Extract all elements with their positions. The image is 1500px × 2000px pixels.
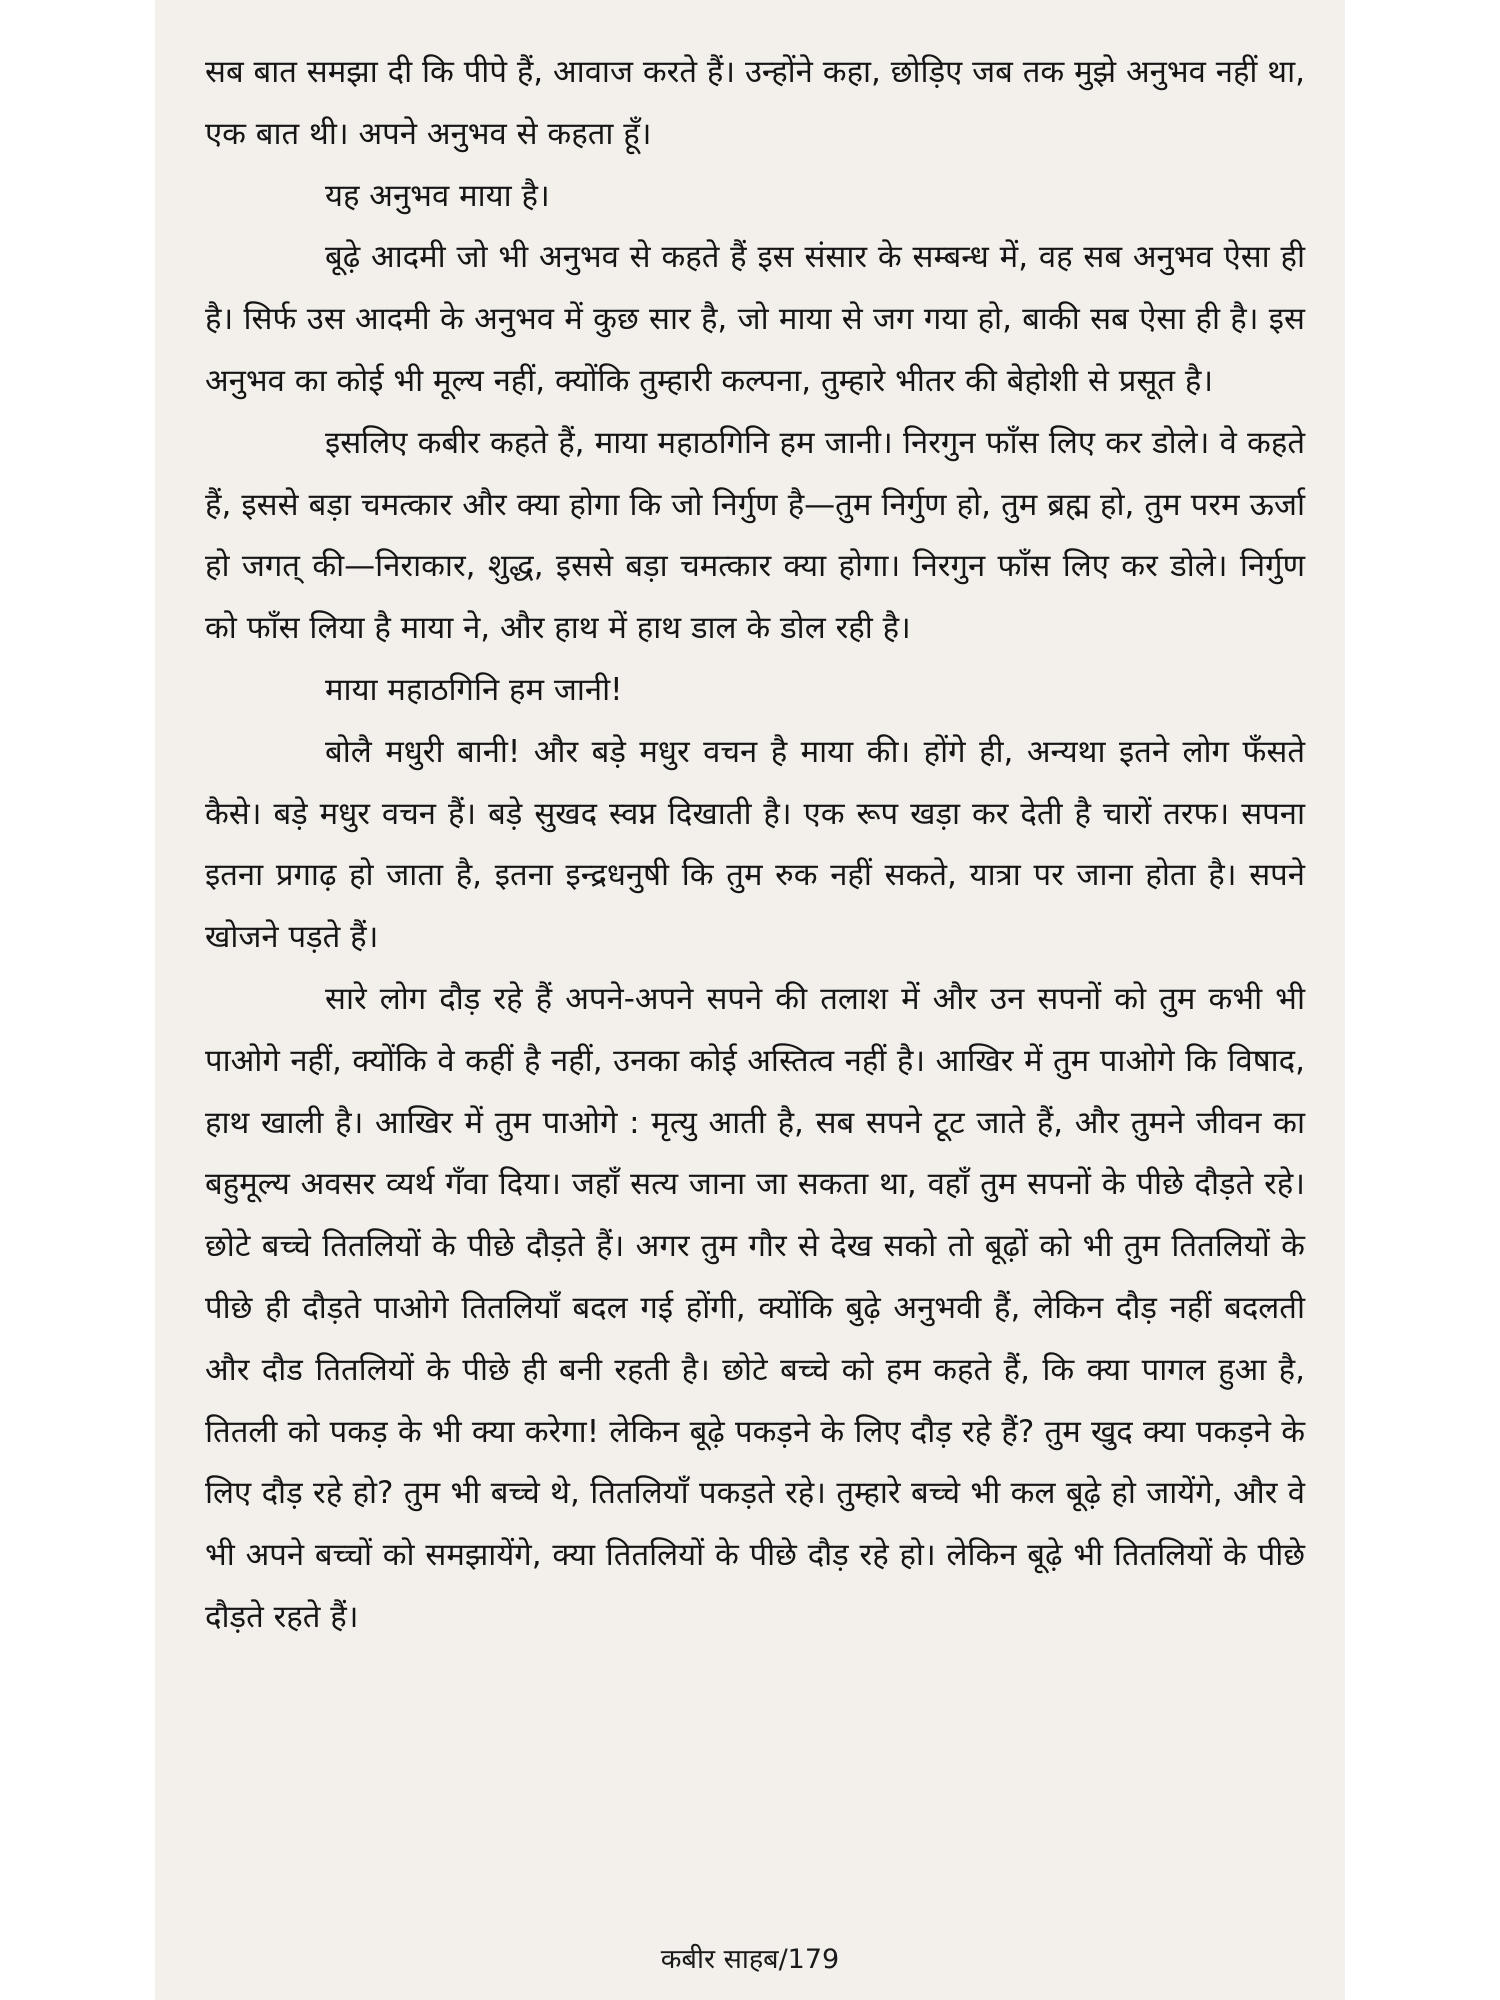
paragraph-chasing-dreams: सारे लोग दौड़ रहे हैं अपने-अपने सपने की तलाश में और उन सपनों को तुम कभी भी पाओगे नहीं, क्योंकि वे कहीं है नहीं, उनका कोई अस्तित्व नहीं है। आखिर में तुम पाओगे कि विषाद, हाथ खाली है। आखिर में तुम पाओगे : मृत्यु आती है, सब सपने टूट जाते हैं, और तुमने जीवन का बहुमूल्य अवसर व्यर्थ गँवा दिया। जहाँ सत्य जाना जा सकता था, वहाँ तुम सपनों के पीछे दौड़ते रहे। छोटे बच्चे तितलियों के पीछे दौड़ते हैं। अगर तुम गौर से देख सको तो बूढ़ों को भी तुम तितलियों के पीछे ही दौड़ते पाओगे तितलियाँ बदल गई होंगी, क्योंकि बुढ़े अनुभवी हैं, लेकिन दौड़ नहीं बदलती और दौड तितलियों के पीछे ही बनी रहती है। छोटे बच्चे को हम कहते हैं, कि क्या पागल हुआ है, तितली को पकड़ के भी क्या करेगा! लेकिन बूढ़े पकड़ने के लिए दौड़ रहे हैं? तुम खुद क्या पकड़ने के लिए दौड़ रहे हो? तुम भी बच्चे थे, तितलियाँ पकड़ते रहे। तुम्हारे बच्चे भी कल बूढ़े हो जायेंगे, और वे भी अपने बच्चों को समझायेंगे, क्या तितलियों के पीछे दौड़ रहे हो। लेकिन बूढ़े भी तितलियों के पीछे दौड़ते रहते हैं। — [205, 980, 1305, 1635]
paragraph-verse-quote: माया महाठगिनि हम जानी! — [325, 671, 623, 708]
paragraph-continuation: सब बात समझा दी कि पीपे हैं, आवाज करते हैं। उन्होंने कहा, छोड़िए जब तक मुझे अनुभव नहीं था, एक बात थी। अपने अनुभव से कहता हूँ। — [205, 54, 1305, 152]
paragraph-kabir-says: इसलिए कबीर कहते हैं, माया महाठगिनि हम जानी। निरगुन फाँस लिए कर डोले। वे कहते हैं, इससे बड़ा चमत्कार और क्या होगा कि जो निर्गुण है—तुम निर्गुण हो, तुम ब्रह्म हो, तुम परम ऊर्जा हो जगत् की—निराकार, शुद्ध, इससे बड़ा चमत्कार क्या होगा। निरगुन फाँस लिए कर डोले। निर्गुण को फाँस लिया है माया ने, और हाथ में हाथ डाल के डोल रही है। — [205, 424, 1305, 647]
paragraph-maya-experience: यह अनुभव माया है। — [325, 177, 550, 214]
book-page — [155, 0, 1345, 2000]
paragraph-sweet-words: बोलै मधुरी बानी! और बड़े मधुर वचन है माया की। होंगे ही, अन्यथा इतने लोग फँसते कैसे। बड़े मधुर वचन हैं। बड़े सुखद स्वप्न दिखाती है। एक रूप खड़ा कर देती है चारों तरफ। सपना इतना प्रगाढ़ हो जाता है, इतना इन्द्रधनुषी कि तुम रुक नहीं सकते, यात्रा पर जाना होता है। सपने खोजने पड़ते हैं। — [205, 733, 1305, 956]
paragraph-old-men-experience: बूढ़े आदमी जो भी अनुभव से कहते हैं इस संसार के सम्बन्ध में, वह सब अनुभव ऐसा ही है। सिर्फ उस आदमी के अनुभव में कुछ सार है, जो माया से जग गया हो, बाकी सब ऐसा ही है। इस अनुभव का कोई भी मूल्य नहीं, क्योंकि तुम्हारी कल्पना, तुम्हारे भीतर की बेहोशी से प्रसूत है। — [205, 239, 1305, 399]
page-body-text — [205, 42, 1305, 1649]
page-footer: कबीर साहब/179 — [660, 1944, 840, 1975]
